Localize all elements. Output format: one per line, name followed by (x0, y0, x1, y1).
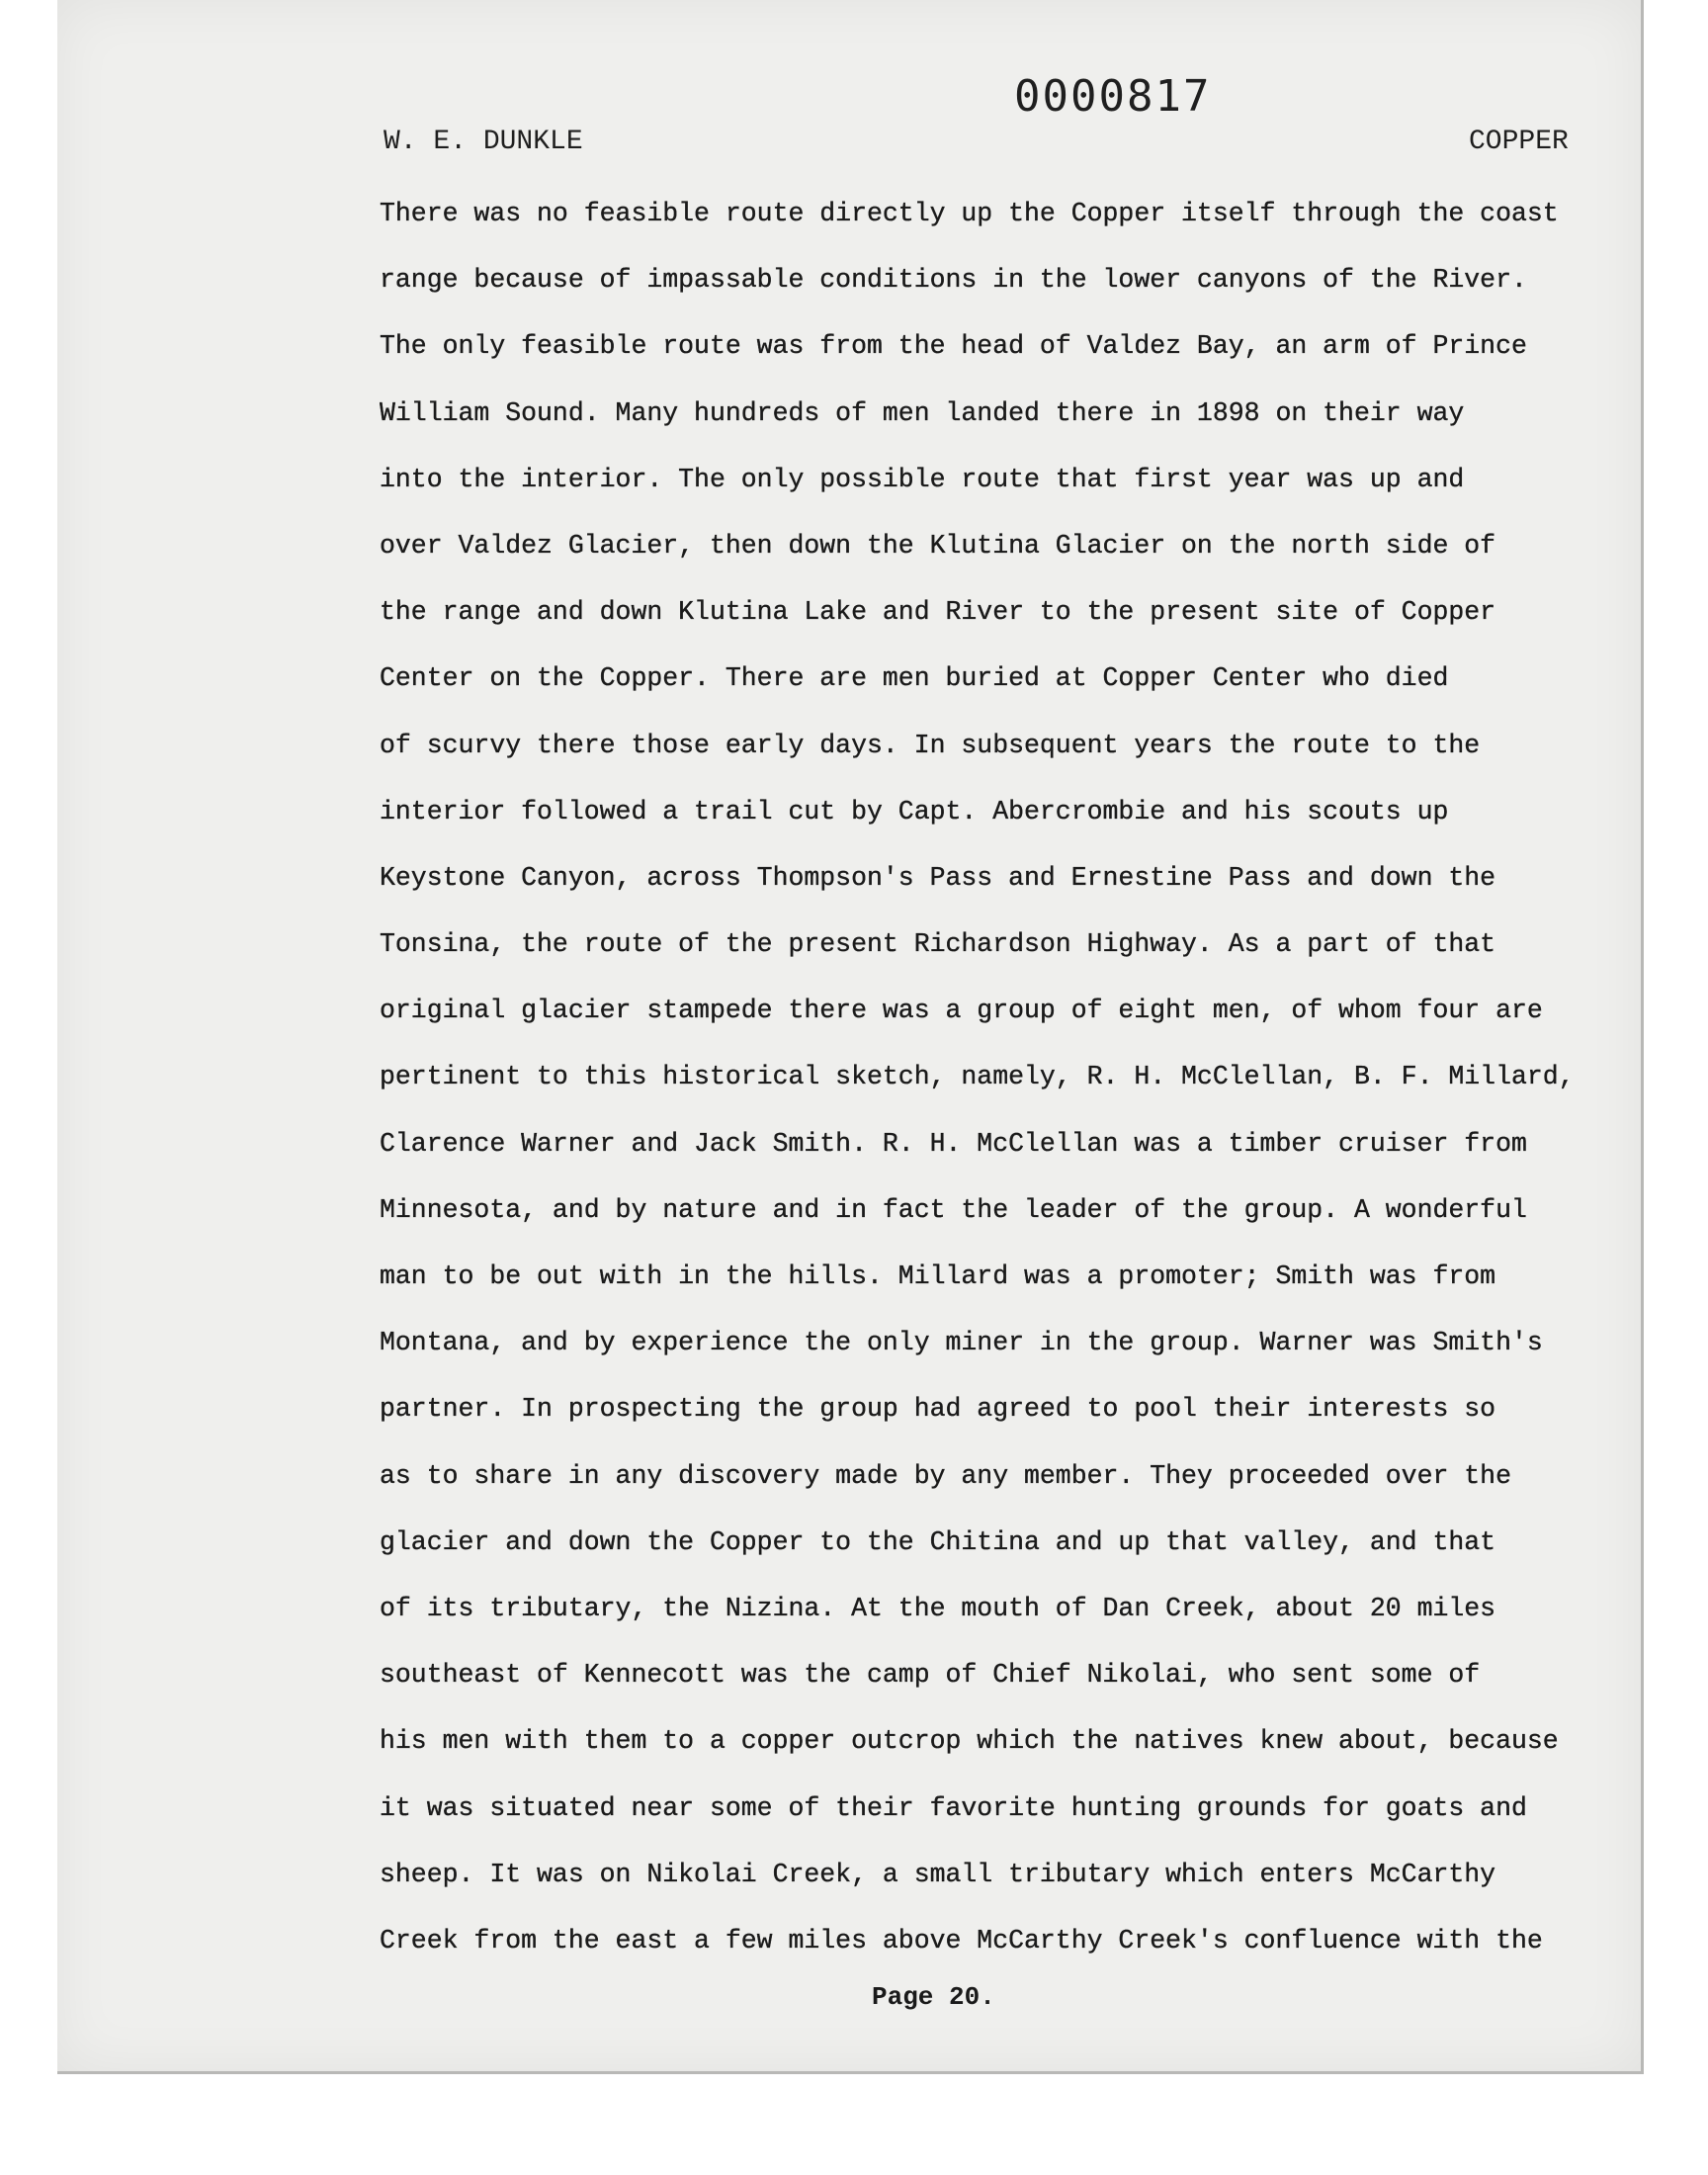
text-line: partner. In prospecting the group had agreed to pool their interests so (380, 1394, 1496, 1425)
text-line: man to be out with in the hills. Millard was a promoter; Smith was from (380, 1262, 1496, 1291)
text-line: pertinent to this historical sketch, namely, R. H. McClellan, B. F. Millard, (380, 1062, 1575, 1092)
text-line: range because of impassable conditions in the lower canyons of the River. (380, 265, 1527, 296)
text-line: sheep. It was on Nikolai Creek, a small tributary which enters McCarthy (380, 1859, 1496, 1889)
text-line: of its tributary, the Nizina. At the mouth of Dan Creek, about 20 miles (380, 1593, 1496, 1623)
text-line: The only feasible route was from the head of Valdez Bay, an arm of Prince (380, 331, 1527, 362)
text-line: of scurvy there those early days. In subsequent years the route to the (380, 730, 1481, 760)
text-line: Montana, and by experience the only miner in the group. Warner was Smith's (380, 1328, 1543, 1358)
text-line: glacier and down the Copper to the Chitina and up that valley, and that (380, 1526, 1496, 1557)
text-line: Center on the Copper. There are men buried at Copper Center who died (380, 663, 1449, 694)
text-line: into the interior. The only possible route that first year was up and (380, 464, 1465, 494)
body-text (380, 194, 1627, 1987)
page-footer: Page 20. (872, 1982, 995, 2012)
text-line: the range and down Klutina Lake and River to the present site of Copper (380, 597, 1496, 628)
text-line: over Valdez Glacier, then down the Klutina Glacier on the north side of (380, 530, 1496, 561)
text-line: Creek from the east a few miles above McCarthy Creek's confluence with the (380, 1925, 1543, 1956)
author-heading: W. E. DUNKLE (384, 127, 583, 157)
text-line: Keystone Canyon, across Thompson's Pass and Ernestine Pass and down the (380, 862, 1496, 893)
subject-heading: COPPER (1469, 127, 1569, 157)
document-page (57, 0, 1644, 2074)
text-line: Tonsina, the route of the present Richardson Highway. As a part of that (380, 929, 1496, 960)
text-line: William Sound. Many hundreds of men landed there in 1898 on their way (380, 397, 1465, 428)
text-line: Minnesota, and by nature and in fact the leader of the group. A wonderful (380, 1194, 1527, 1225)
text-line: southeast of Kennecott was the camp of Chief Nikolai, who sent some of (380, 1660, 1481, 1691)
text-line: it was situated near some of their favorite hunting grounds for goats and (380, 1792, 1527, 1823)
text-line: There was no feasible route directly up the Copper itself through the coast (380, 199, 1559, 228)
text-line: his men with them to a copper outcrop which the natives knew about, because (380, 1726, 1559, 1757)
text-line: as to share in any discovery made by any member. They proceeded over the (380, 1460, 1511, 1491)
text-line: interior followed a trail cut by Capt. Abercrombie and his scouts up (380, 796, 1449, 826)
page-number-stamp: 0000817 (1014, 71, 1212, 122)
text-line: original glacier stampede there was a group of eight men, of whom four are (380, 996, 1543, 1026)
text-line: Clarence Warner and Jack Smith. R. H. McClellan was a timber cruiser from (380, 1128, 1527, 1159)
